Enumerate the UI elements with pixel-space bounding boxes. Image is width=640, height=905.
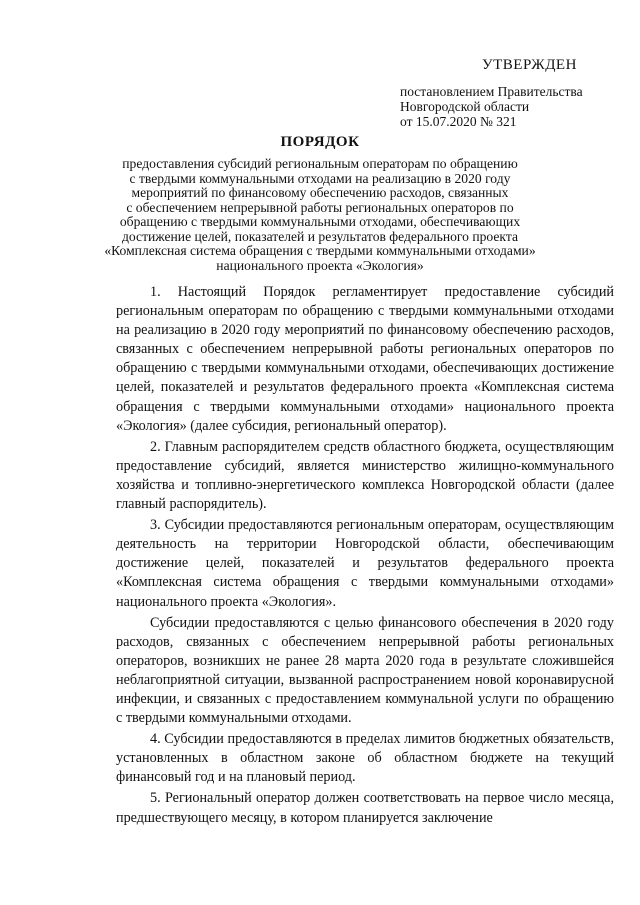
subtitle-line: «Комплексная система обращения с твердыми коммунальными отходами» (104, 243, 536, 258)
document-body (116, 283, 614, 830)
paragraph-1: 1. Настоящий Порядок регламентирует предоставление субсидий региональным операторам по обращению с твердыми коммунальными отходами на реализацию в 2020 году мероприятий по финансовому обеспечению расходов, связанных с обеспечением непрерывной работы региональных операторов по обращению с твердыми коммунальными отходами, обеспечивающих достижение целей, показателей и результатов федерального проекта «Комплексная система обращения с твердыми коммунальными отходами» национального проекта «Экология» (далее субсидия, региональный оператор). (116, 284, 614, 434)
approval-line: от 15.07.2020 № 321 (400, 114, 517, 129)
approval-stamp (400, 58, 630, 129)
subtitle-line: с обеспечением непрерывной работы региональных операторов по (126, 199, 514, 215)
paragraph-2: 2. Главным распорядителем средств областного бюджета, осуществляющим предоставление субсидий, является министерство жилищно-коммунального хозяйства и топливно-энергетического комплекса Новгородской области (далее главный распорядитель). (116, 438, 614, 513)
subtitle-line: достижение целей, показателей и результатов федерального проекта (121, 228, 518, 244)
approval-line: Новгородской области (400, 99, 530, 114)
paragraph-4: 4. Субсидии предоставляются в пределах лимитов бюджетных обязательств, установленных в областном законе об областном бюджете на текущий финансовый год и на плановый период. (116, 731, 614, 786)
subtitle-line: мероприятий по финансовому обеспечению расходов, связанных (131, 185, 509, 200)
paragraph-3: 3. Субсидии предоставляются региональным операторам, осуществляющим деятельность на территории Новгородской области, обеспечивающим достижение целей, показателей и результатов федерального проекта «Комплексная система обращения с твердыми коммунальными отходами» национального проекта «Экология». (116, 517, 614, 610)
paragraph-3-continued: Субсидии предоставляются с целью финансового обеспечения в 2020 году расходов, связанных с обеспечением непрерывной работы региональных операторов, возникших не ранее 28 марта 2020 года в результате сложившейся неблагоприятной ситуации, вызванной распространением новой коронавирусной инфекции, и связанных с предоставлением коммунальной услуги по обращению с твердыми коммунальными отходами. (116, 614, 614, 727)
subtitle-line: обращению с твердыми коммунальными отходами, обеспечивающих (119, 214, 521, 229)
subtitle-line: с твердыми коммунальными отходами на реализацию в 2020 году (129, 170, 511, 186)
document-subtitle (90, 157, 550, 273)
approval-heading: УТВЕРЖДЕН (482, 57, 577, 73)
paragraph-5: 5. Региональный оператор должен соответствовать на первое число месяца, предшествующего месяцу, в котором планируется заключение (116, 790, 614, 826)
subtitle-line: предоставления субсидий региональным операторам по обращению (122, 156, 518, 171)
approval-line: постановлением Правительства (400, 84, 583, 99)
document-title: ПОРЯДОК (280, 134, 360, 150)
subtitle-line: национального проекта «Экология» (216, 257, 424, 273)
